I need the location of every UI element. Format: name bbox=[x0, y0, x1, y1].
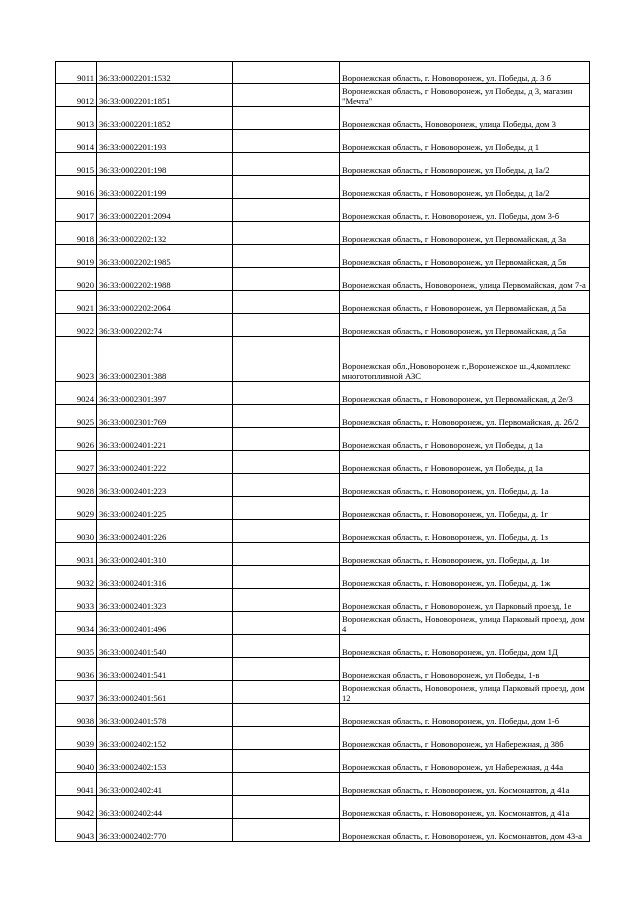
address-cell: Воронежская область, г Нововоронеж, ул Победы, д 1а bbox=[340, 451, 590, 474]
table-row bbox=[56, 773, 590, 796]
address-cell: Воронежская область, г Нововоронеж, ул Победы, д 1а bbox=[340, 428, 590, 451]
empty-cell bbox=[233, 245, 340, 268]
cadastral-number: 36:33:0002201:1851 bbox=[97, 84, 233, 107]
cadastral-number: 36:33:0002202:132 bbox=[97, 222, 233, 245]
row-number: 9025 bbox=[56, 405, 97, 428]
empty-cell bbox=[233, 566, 340, 589]
address-cell: Воронежская область, Нововоронеж, улица Первомайская, дом 7-а bbox=[340, 268, 590, 291]
table-row bbox=[56, 474, 590, 497]
row-number: 9029 bbox=[56, 497, 97, 520]
address-cell: Воронежская область, г Нововоронеж, ул Первомайская, д 5а bbox=[340, 314, 590, 337]
property-register-table bbox=[55, 61, 590, 842]
row-number: 9030 bbox=[56, 520, 97, 543]
address-cell: Воронежская область, г Нововоронеж, ул Победы, д 3, магазин "Мечта" bbox=[340, 84, 590, 107]
empty-cell bbox=[233, 314, 340, 337]
empty-cell bbox=[233, 589, 340, 612]
address-cell: Воронежская область, г. Нововоронеж, ул. Победы, д. 1з bbox=[340, 520, 590, 543]
address-cell: Воронежская область, г. Нововоронеж, ул. Первомайская, д. 2б/2 bbox=[340, 405, 590, 428]
empty-cell bbox=[233, 130, 340, 153]
address-cell: Воронежская область, г. Нововоронеж, ул. Победы, д. 1г bbox=[340, 497, 590, 520]
table-row bbox=[56, 704, 590, 727]
row-number: 9043 bbox=[56, 819, 97, 842]
register-rows bbox=[56, 62, 590, 842]
empty-cell bbox=[233, 681, 340, 704]
address-cell: Воронежская область, Нововоронеж, улица Парковый проезд, дом 4 bbox=[340, 612, 590, 635]
empty-cell bbox=[233, 704, 340, 727]
cadastral-number: 36:33:0002401:578 bbox=[97, 704, 233, 727]
table-row bbox=[56, 245, 590, 268]
address-cell: Воронежская область, Нововоронеж, улица Парковый проезд, дом 12 bbox=[340, 681, 590, 704]
address-cell: Воронежская область, г Нововоронеж, ул Победы, д 1а/2 bbox=[340, 153, 590, 176]
cadastral-number: 36:33:0002201:199 bbox=[97, 176, 233, 199]
empty-cell bbox=[233, 291, 340, 314]
empty-cell bbox=[233, 107, 340, 130]
row-number: 9017 bbox=[56, 199, 97, 222]
address-cell: Воронежская область, г Нововоронеж, ул Первомайская, д 5а bbox=[340, 291, 590, 314]
table-row bbox=[56, 130, 590, 153]
table-row bbox=[56, 796, 590, 819]
address-cell: Воронежская область, г. Нововоронеж, ул. Победы, дом 1Д bbox=[340, 635, 590, 658]
cadastral-number: 36:33:0002401:222 bbox=[97, 451, 233, 474]
empty-cell bbox=[233, 337, 340, 382]
cadastral-number: 36:33:0002401:226 bbox=[97, 520, 233, 543]
table-row bbox=[56, 268, 590, 291]
cadastral-number: 36:33:0002402:153 bbox=[97, 750, 233, 773]
row-number: 9018 bbox=[56, 222, 97, 245]
row-number: 9016 bbox=[56, 176, 97, 199]
row-number: 9042 bbox=[56, 796, 97, 819]
table-row bbox=[56, 819, 590, 842]
row-number: 9014 bbox=[56, 130, 97, 153]
cadastral-number: 36:33:0002201:1852 bbox=[97, 107, 233, 130]
address-cell: Воронежская область, г Нововоронеж, ул Первомайская, д 3а bbox=[340, 222, 590, 245]
address-cell: Воронежская область, г. Нововоронеж, ул. Победы, д. 1и bbox=[340, 543, 590, 566]
row-number: 9034 bbox=[56, 612, 97, 635]
row-number: 9027 bbox=[56, 451, 97, 474]
row-number: 9028 bbox=[56, 474, 97, 497]
table-row bbox=[56, 405, 590, 428]
empty-cell bbox=[233, 428, 340, 451]
table-row bbox=[56, 382, 590, 405]
row-number: 9038 bbox=[56, 704, 97, 727]
table-row bbox=[56, 520, 590, 543]
address-cell: Воронежская область, г. Нововоронеж, ул. Победы, д. 1ж bbox=[340, 566, 590, 589]
address-cell: Воронежская область, г Нововоронеж, ул Победы, 1-в bbox=[340, 658, 590, 681]
cadastral-number: 36:33:0002301:388 bbox=[97, 337, 233, 382]
cadastral-number: 36:33:0002202:2064 bbox=[97, 291, 233, 314]
empty-cell bbox=[233, 658, 340, 681]
table-row bbox=[56, 62, 590, 84]
row-number: 9013 bbox=[56, 107, 97, 130]
row-number: 9024 bbox=[56, 382, 97, 405]
cadastral-number: 36:33:0002202:1985 bbox=[97, 245, 233, 268]
empty-cell bbox=[233, 84, 340, 107]
address-cell: Воронежская область, г Нововоронеж, ул Набережная, д 38б bbox=[340, 727, 590, 750]
empty-cell bbox=[233, 62, 340, 84]
row-number: 9035 bbox=[56, 635, 97, 658]
address-cell: Воронежская область, г. Нововоронеж, ул. Победы, дом 3-б bbox=[340, 199, 590, 222]
cadastral-number: 36:33:0002402:152 bbox=[97, 727, 233, 750]
address-cell: Воронежская область, г. Нововоронеж, ул. Космонавтов, д 41а bbox=[340, 796, 590, 819]
table-row bbox=[56, 291, 590, 314]
row-number: 9041 bbox=[56, 773, 97, 796]
cadastral-number: 36:33:0002301:769 bbox=[97, 405, 233, 428]
address-cell: Воронежская область, г. Нововоронеж, ул. Победы, дом 1-б bbox=[340, 704, 590, 727]
empty-cell bbox=[233, 819, 340, 842]
row-number: 9015 bbox=[56, 153, 97, 176]
empty-cell bbox=[233, 222, 340, 245]
table-row bbox=[56, 314, 590, 337]
empty-cell bbox=[233, 176, 340, 199]
row-number: 9033 bbox=[56, 589, 97, 612]
table-row bbox=[56, 750, 590, 773]
cadastral-number: 36:33:0002401:223 bbox=[97, 474, 233, 497]
empty-cell bbox=[233, 474, 340, 497]
address-cell: Воронежская область, Нововоронеж, улица Победы, дом 3 bbox=[340, 107, 590, 130]
row-number: 9021 bbox=[56, 291, 97, 314]
empty-cell bbox=[233, 153, 340, 176]
table-row bbox=[56, 176, 590, 199]
table-row bbox=[56, 84, 590, 107]
table-row bbox=[56, 543, 590, 566]
cadastral-number: 36:33:0002201:1532 bbox=[97, 62, 233, 84]
empty-cell bbox=[233, 750, 340, 773]
table-row bbox=[56, 681, 590, 704]
table-row bbox=[56, 589, 590, 612]
table-row bbox=[56, 107, 590, 130]
cadastral-number: 36:33:0002401:561 bbox=[97, 681, 233, 704]
empty-cell bbox=[233, 635, 340, 658]
row-number: 9020 bbox=[56, 268, 97, 291]
row-number: 9037 bbox=[56, 681, 97, 704]
empty-cell bbox=[233, 199, 340, 222]
table-row bbox=[56, 337, 590, 382]
cadastral-number: 36:33:0002401:541 bbox=[97, 658, 233, 681]
row-number: 9026 bbox=[56, 428, 97, 451]
cadastral-number: 36:33:0002402:41 bbox=[97, 773, 233, 796]
row-number: 9032 bbox=[56, 566, 97, 589]
address-cell: Воронежская область, г Нововоронеж, ул Победы, д 1а/2 bbox=[340, 176, 590, 199]
cadastral-number: 36:33:0002401:310 bbox=[97, 543, 233, 566]
cadastral-number: 36:33:0002202:74 bbox=[97, 314, 233, 337]
table-row bbox=[56, 727, 590, 750]
address-cell: Воронежская область, г. Нововоронеж, ул. Космонавтов, д 41а bbox=[340, 773, 590, 796]
cadastral-number: 36:33:0002402:44 bbox=[97, 796, 233, 819]
empty-cell bbox=[233, 727, 340, 750]
table-row bbox=[56, 658, 590, 681]
empty-cell bbox=[233, 773, 340, 796]
cadastral-number: 36:33:0002401:496 bbox=[97, 612, 233, 635]
address-cell: Воронежская область, г. Нововоронеж, ул. Победы, д. 3 б bbox=[340, 62, 590, 84]
cadastral-number: 36:33:0002401:323 bbox=[97, 589, 233, 612]
empty-cell bbox=[233, 268, 340, 291]
table-row bbox=[56, 222, 590, 245]
cadastral-number: 36:33:0002201:2094 bbox=[97, 199, 233, 222]
address-cell: Воронежская обл.,Нововоронеж г.,Воронежское ш.,4,комплекс многотопливной АЗС bbox=[340, 337, 590, 382]
row-number: 9023 bbox=[56, 337, 97, 382]
cadastral-number: 36:33:0002401:225 bbox=[97, 497, 233, 520]
cadastral-number: 36:33:0002402:770 bbox=[97, 819, 233, 842]
address-cell: Воронежская область, г Нововоронеж, ул Первомайская, д 5в bbox=[340, 245, 590, 268]
table-row bbox=[56, 428, 590, 451]
cadastral-number: 36:33:0002201:193 bbox=[97, 130, 233, 153]
address-cell: Воронежская область, г Нововоронеж, ул Первомайская, д 2е/3 bbox=[340, 382, 590, 405]
row-number: 9040 bbox=[56, 750, 97, 773]
cadastral-number: 36:33:0002201:198 bbox=[97, 153, 233, 176]
cadastral-number: 36:33:0002401:316 bbox=[97, 566, 233, 589]
empty-cell bbox=[233, 612, 340, 635]
row-number: 9019 bbox=[56, 245, 97, 268]
address-cell: Воронежская область, г. Нововоронеж, ул. Победы, д. 1а bbox=[340, 474, 590, 497]
table-row bbox=[56, 612, 590, 635]
cadastral-number: 36:33:0002401:540 bbox=[97, 635, 233, 658]
row-number: 9036 bbox=[56, 658, 97, 681]
table-row bbox=[56, 635, 590, 658]
empty-cell bbox=[233, 382, 340, 405]
cadastral-number: 36:33:0002202:1988 bbox=[97, 268, 233, 291]
cadastral-number: 36:33:0002301:397 bbox=[97, 382, 233, 405]
empty-cell bbox=[233, 451, 340, 474]
row-number: 9039 bbox=[56, 727, 97, 750]
address-cell: Воронежская область, г Нововоронеж, ул Парковый проезд, 1е bbox=[340, 589, 590, 612]
empty-cell bbox=[233, 796, 340, 819]
row-number: 9022 bbox=[56, 314, 97, 337]
address-cell: Воронежская область, г. Нововоронеж, ул. Космонавтов, дом 43-а bbox=[340, 819, 590, 842]
row-number: 9031 bbox=[56, 543, 97, 566]
empty-cell bbox=[233, 405, 340, 428]
empty-cell bbox=[233, 543, 340, 566]
table-row bbox=[56, 566, 590, 589]
row-number: 9011 bbox=[56, 62, 97, 84]
empty-cell bbox=[233, 497, 340, 520]
address-cell: Воронежская область, г Нововоронеж, ул Набережная, д 44а bbox=[340, 750, 590, 773]
table-row bbox=[56, 199, 590, 222]
row-number: 9012 bbox=[56, 84, 97, 107]
table-row bbox=[56, 153, 590, 176]
empty-cell bbox=[233, 520, 340, 543]
cadastral-number: 36:33:0002401:221 bbox=[97, 428, 233, 451]
table-row bbox=[56, 497, 590, 520]
table-row bbox=[56, 451, 590, 474]
address-cell: Воронежская область, г Нововоронеж, ул Победы, д 1 bbox=[340, 130, 590, 153]
